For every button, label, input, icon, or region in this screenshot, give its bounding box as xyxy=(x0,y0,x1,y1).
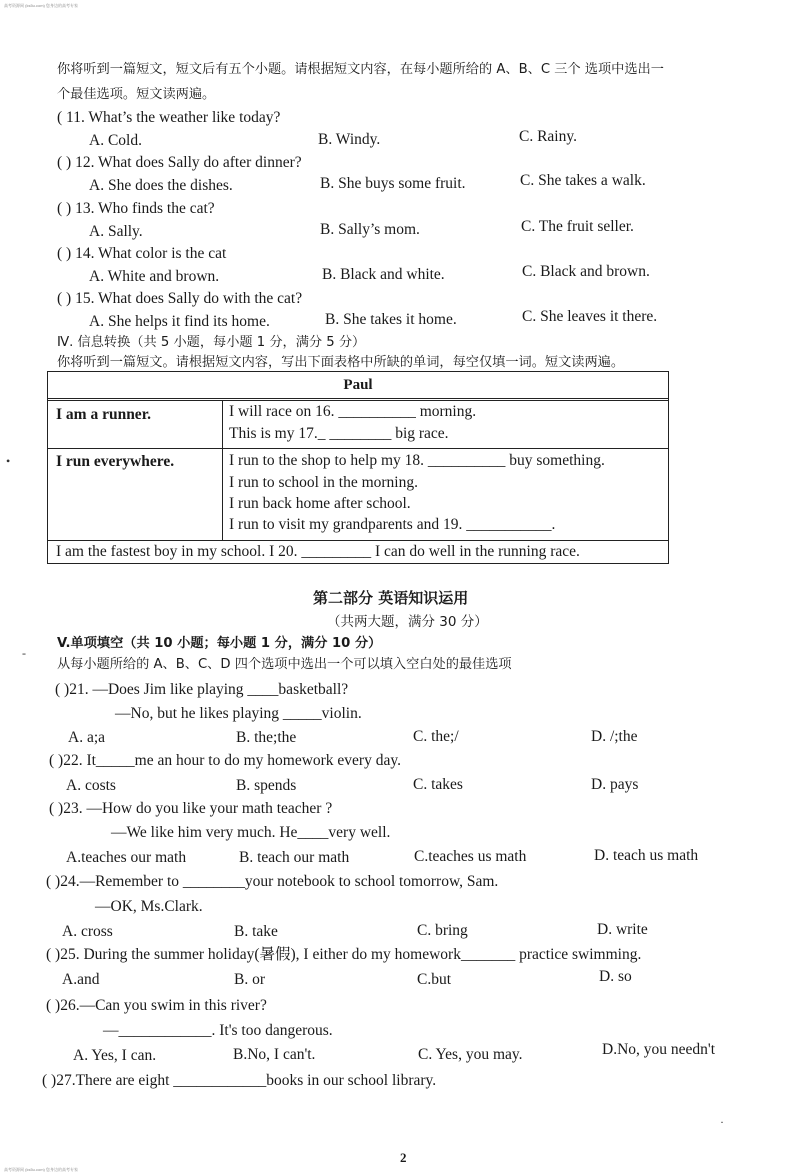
q11-option-b: B. Windy. xyxy=(318,131,381,148)
info-table xyxy=(47,371,669,564)
q24-option-a: A. cross xyxy=(62,923,113,940)
q23-option-b: B. teach our math xyxy=(239,849,350,866)
row2-line4: I run to visit my grandparents and 19. ___________. xyxy=(229,516,556,533)
q26-option-b: B.No, I can't. xyxy=(233,1046,316,1063)
q25-stem: ( )25. During the summer holiday(暑假), I either do my homework_______ practice swimming. xyxy=(46,946,642,963)
row1-label: I am a runner. xyxy=(56,406,152,423)
q14-option-b: B. Black and white. xyxy=(322,266,445,283)
row2-line3: I run back home after school. xyxy=(229,495,411,512)
q21-stem2: —No, but he likes playing _____violin. xyxy=(115,705,362,722)
q11-option-a: A. Cold. xyxy=(89,132,142,149)
row2-line1: I run to the shop to help my 18. __________ buy something. xyxy=(229,452,605,469)
q24-stem2: —OK, Ms.Clark. xyxy=(95,898,203,915)
q23-option-a: A.teaches our math xyxy=(66,849,187,866)
scan-speck: • xyxy=(6,454,11,468)
q24-option-d: D. write xyxy=(597,921,648,938)
section4-title: Ⅳ. 信息转换（共 5 小题，每小题 1 分，满分 5 分） xyxy=(57,335,366,350)
q26-option-c: C. Yes, you may. xyxy=(418,1046,523,1063)
q13-option-b: B. Sally’s mom. xyxy=(320,221,420,238)
q27-stem: ( )27.There are eight ____________books in our school library. xyxy=(42,1072,437,1089)
q23-option-c: C.teaches us math xyxy=(414,848,527,865)
q14-option-c: C. Black and brown. xyxy=(522,263,650,280)
table-row-divider xyxy=(48,448,668,449)
row2-line2: I run to school in the morning. xyxy=(229,474,418,491)
q22-option-d: D. pays xyxy=(591,776,639,793)
q21-option-d: D. /;the xyxy=(591,728,638,745)
q12-option-c: C. She takes a walk. xyxy=(520,172,646,189)
q25-option-c: C.but xyxy=(417,971,452,988)
q11-stem: ( 11. What’s the weather like today? xyxy=(57,109,281,126)
q24-stem: ( )24.—Remember to ________your notebook to school tomorrow, Sam. xyxy=(46,873,499,890)
q15-option-c: C. She leaves it there. xyxy=(522,308,658,325)
section5-intro: 从每小题所给的 A、B、C、D 四个选项中选出一个可以填入空白处的最佳选项 xyxy=(57,657,512,672)
page-header-watermark: 高考资源网 (ks5u.com) 您身边的高考专家 xyxy=(4,3,79,8)
page-footer-watermark: 高考资源网 (ks5u.com) 您身边的高考专家 xyxy=(4,1167,79,1172)
table-footer-row: I am the fastest boy in my school. I 20. _________ I can do well in the running race. xyxy=(56,543,580,560)
q13-option-c: C. The fruit seller. xyxy=(521,218,634,235)
q25-option-b: B. or xyxy=(234,971,265,988)
q25-option-d: D. so xyxy=(599,968,632,985)
q25-option-a: A.and xyxy=(62,971,100,988)
q23-option-d: D. teach us math xyxy=(594,847,699,864)
q21-option-c: C. the;/ xyxy=(413,728,459,745)
q13-stem: ( ) 13. Who finds the cat? xyxy=(57,200,215,217)
q15-stem: ( ) 15. What does Sally do with the cat? xyxy=(57,290,303,307)
q23-stem2: —We like him very much. He____very well. xyxy=(111,824,391,841)
section4-intro: 你将听到一篇短文。请根据短文内容，写出下面表格中所缺的单词，每空仅填一词。短文读两遍。 xyxy=(57,355,625,370)
q23-stem: ( )23. —How do you like your math teacher ? xyxy=(49,800,333,817)
q12-stem: ( ) 12. What does Sally do after dinner? xyxy=(57,154,302,171)
q26-option-d: D.No, you needn't xyxy=(602,1041,715,1058)
q24-option-b: B. take xyxy=(234,923,278,940)
page-number: 2 xyxy=(400,1150,407,1165)
part2-subtitle: （共两大题，满分 30 分） xyxy=(327,614,488,630)
part2-title: 第二部分 英语知识运用 xyxy=(313,589,469,607)
scan-speck: · xyxy=(720,1115,724,1129)
q14-option-a: A. White and brown. xyxy=(89,268,220,285)
q22-stem: ( )22. It_____me an hour to do my homework every day. xyxy=(49,752,401,769)
q12-option-a: A. She does the dishes. xyxy=(89,177,233,194)
q12-option-b: B. She buys some fruit. xyxy=(320,175,466,192)
row1-line1: I will race on 16. __________ morning. xyxy=(229,403,477,420)
q22-option-c: C. takes xyxy=(413,776,463,793)
row1-line2: This is my 17._ ________ big race. xyxy=(229,425,449,442)
section3-intro-line2: 个最佳选项。短文读两遍。 xyxy=(57,87,216,102)
q15-option-b: B. She takes it home. xyxy=(325,311,457,328)
q24-option-c: C. bring xyxy=(417,922,468,939)
section5-title: V.单项填空（共 10 小题；每小题 1 分，满分 10 分） xyxy=(57,636,382,651)
q26-stem2: —____________. It's too dangerous. xyxy=(103,1022,333,1039)
q21-option-b: B. the;the xyxy=(236,729,297,746)
q13-option-a: A. Sally. xyxy=(89,223,143,240)
q14-stem: ( ) 14. What color is the cat xyxy=(57,245,227,262)
q26-stem: ( )26.—Can you swim in this river? xyxy=(46,997,267,1014)
q15-option-a: A. She helps it find its home. xyxy=(89,313,270,330)
section3-intro-line1: 你将听到一篇短文，短文后有五个小题。请根据短文内容，在每小题所给的 A、B、C 三个 选项中选出一 xyxy=(57,62,664,77)
q26-option-a: A. Yes, I can. xyxy=(73,1047,157,1064)
scan-speck: ‐ xyxy=(22,646,26,660)
q21-option-a: A. a;a xyxy=(68,729,106,746)
table-header: Paul xyxy=(48,372,668,399)
q21-stem: ( )21. —Does Jim like playing ____basketball? xyxy=(55,681,349,698)
table-column-divider xyxy=(222,400,223,541)
row2-label: I run everywhere. xyxy=(56,453,175,470)
q11-option-c: C. Rainy. xyxy=(519,128,577,145)
q22-option-b: B. spends xyxy=(236,777,297,794)
q22-option-a: A. costs xyxy=(66,777,116,794)
